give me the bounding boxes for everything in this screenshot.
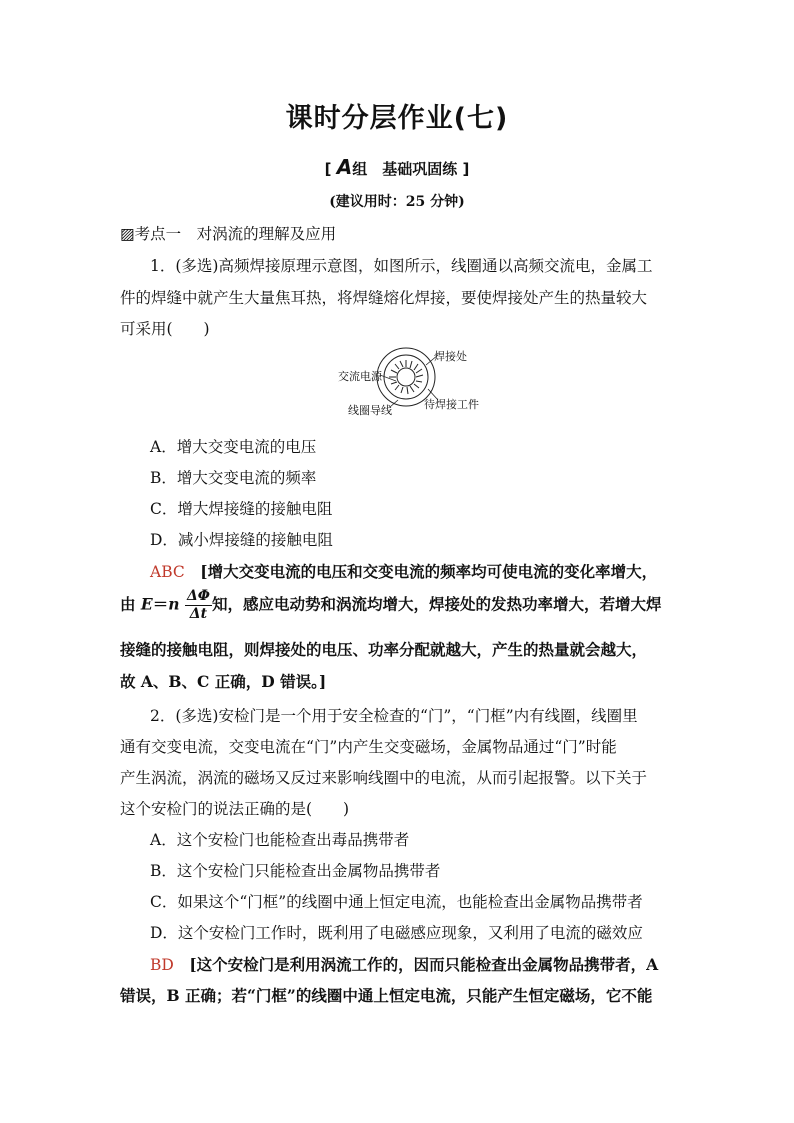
q1-exp-2-pre: 由 xyxy=(120,594,141,614)
q2-option-a: A．这个安检门也能检查出毒品携带者 xyxy=(150,831,410,849)
q2-answer: BD xyxy=(150,956,174,974)
q1-exp-2-post: 知，感应电动势和涡流均增大，焊接处的发热功率增大，若增大焊 xyxy=(212,594,662,614)
q1-eq-n: n xyxy=(168,594,180,614)
flux-fraction xyxy=(185,588,212,623)
q1-eq-e: E xyxy=(140,594,153,614)
q1-option-d: D．减小焊接缝的接触电阻 xyxy=(150,531,333,549)
label-ac-source: 交流电源 xyxy=(338,370,382,383)
q1-explanation-line-4: 故 A、B、C 正确，D 错误。] xyxy=(120,672,327,691)
q1-explanation-line-1 xyxy=(150,560,657,582)
q2-line-1: 2．(多选)安检门是一个用于安全检查的“门”，“门框”内有线圈，线圈里 xyxy=(150,707,638,725)
q2-explanation-line-1 xyxy=(150,953,658,975)
group-bracket-open: [ xyxy=(324,160,332,178)
fraction-numerator: ΔΦ xyxy=(186,588,210,604)
q2-line-2: 通有交变电流，交变电流在“门”内产生交变磁场，金属物品通过“门”时能 xyxy=(120,738,617,756)
q1-option-c: C．增大焊接缝的接触电阻 xyxy=(150,500,333,518)
q2-line-4: 这个安检门的说法正确的是( ) xyxy=(120,800,350,818)
q1-option-a: A．增大交变电流的电压 xyxy=(150,438,317,456)
welding-diagram xyxy=(338,345,488,420)
q2-explanation-line-2: 错误，B 正确；若“门框”的线圈中通上恒定电流，只能产生恒定磁场，它不能 xyxy=(120,986,653,1005)
group-letter: A xyxy=(336,155,353,179)
group-heading xyxy=(0,155,794,179)
q2-line-3: 产生涡流，涡流的磁场又反过来影响线圈中的电流，从而引起报警。以下关于 xyxy=(120,769,648,787)
q1-answer: ABC xyxy=(150,563,185,581)
group-text: 组 基础巩固练 xyxy=(352,160,458,178)
label-workpiece: 待焊接工件 xyxy=(424,398,479,411)
q1-explanation-line-2 xyxy=(120,588,662,623)
q1-line-3: 可采用( ) xyxy=(120,320,210,338)
section-heading xyxy=(120,222,336,244)
q1-explanation-line-3: 接缝的接触电阻，则焊接处的电压、功率分配就越大，产生的热量就会越大， xyxy=(120,640,648,659)
label-coil-wire: 线圈导线 xyxy=(348,404,392,417)
label-weld-point: 焊接处 xyxy=(434,350,467,363)
section-marker-icon: ▨ xyxy=(120,224,135,243)
suggested-time: (建议用时：25 分钟) xyxy=(329,194,465,210)
page-title: 课时分层作业(七) xyxy=(285,103,509,134)
fraction-denominator: Δt xyxy=(189,606,208,622)
q2-exp-1: [这个安检门是利用涡流工作的，因而只能检查出金属物品携带者，A xyxy=(173,955,659,974)
q1-option-b: B．增大交变电流的频率 xyxy=(150,469,317,487)
q1-line-2: 件的焊缝中就产生大量焦耳热，将焊缝熔化焊接，要使焊接处产生的热量较大 xyxy=(120,289,648,307)
group-bracket-close: ] xyxy=(462,160,470,178)
section-label: 考点一 对涡流的理解及应用 xyxy=(134,225,337,243)
q2-option-d: D．这个安检门工作时，既利用了电磁感应现象，又利用了电流的磁效应 xyxy=(150,924,643,942)
q2-option-c: C．如果这个“门框”的线圈中通上恒定电流，也能检查出金属物品携带者 xyxy=(150,893,643,911)
q1-exp-1: [增大交变电流的电压和交变电流的频率均可使电流的变化率增大， xyxy=(184,562,658,581)
q1-line-1: 1．(多选)高频焊接原理示意图，如图所示，线圈通以高频交流电，金属工 xyxy=(150,257,653,275)
q1-eq-equals: ＝ xyxy=(152,594,169,614)
q2-option-b: B．这个安检门只能检查出金属物品携带者 xyxy=(150,862,441,880)
